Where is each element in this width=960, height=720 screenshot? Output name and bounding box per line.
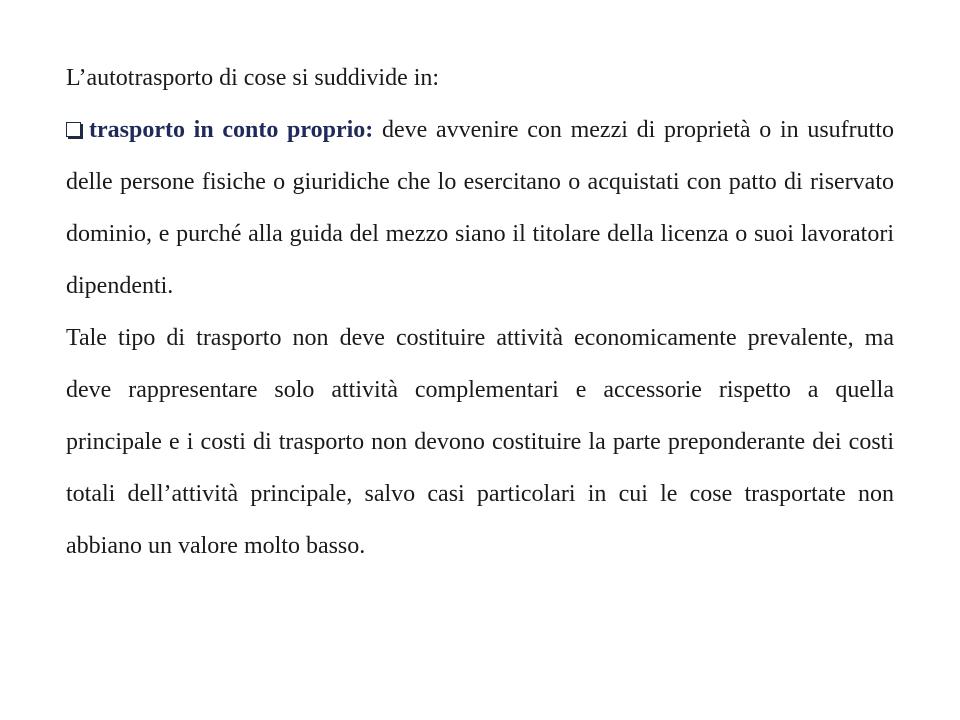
checkbox-square-icon xyxy=(66,122,81,137)
bullet-text: deve avvenire con mezzi di proprietà o in usufrutto delle persone fisiche o giuridiche che lo esercitano o acquistati con patto di riservato dominio, e purché alla guida del mezzo siano il titolare della licenza o suoi lavoratori dipendenti. xyxy=(66,117,894,299)
intro-text: L’autotrasporto di cose si suddivide in: xyxy=(66,65,440,91)
bullet-term: trasporto in conto proprio: xyxy=(89,117,374,143)
body-paragraph: Tale tipo di trasporto non deve costituire attività economicamente prevalente, ma deve rappresentare solo attività complementari e accessorie rispetto a quella principale e i costi di trasporto non devono costituire la parte preponderante dei costi totali dell’attività principale, salvo casi particolari in cui le cose trasportate non abbiano un valore molto basso. xyxy=(66,325,894,559)
slide-content xyxy=(66,52,894,572)
bullet-item xyxy=(66,104,894,312)
